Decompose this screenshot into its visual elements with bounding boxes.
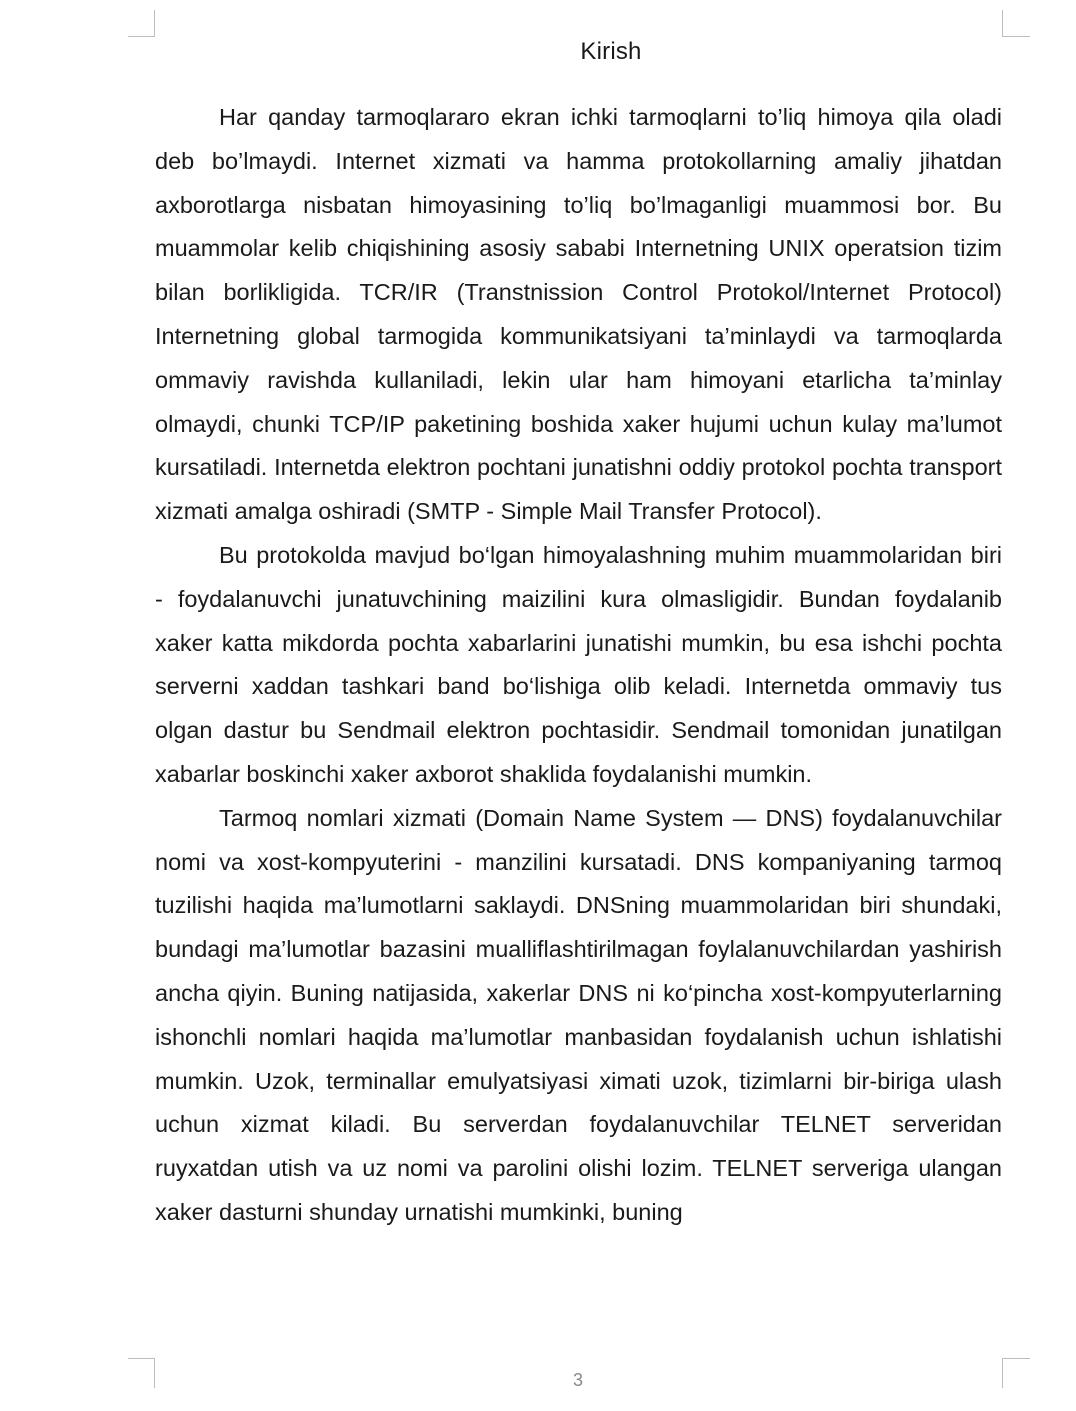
page-number: 3 xyxy=(572,1370,583,1390)
crop-mark-top-right xyxy=(1002,10,1030,37)
paragraph-1: Har qanday tarmoqlararo ekran ichki tarmoqlarni to’liq himoya qila oladi deb bo’lmaydi. Internet xizmati va hamma protokollarning amaliy jihatdan axborotlarga nisbatan himoyasining to’liq bo’lmaganligi muammosi bor. Bu muammolar kelib chiqishining asosiy sababi Internetning UNIX operatsion tizim bilan borlikligida. TCR/IR (Transtnission Control Protokol/Internet Protocol) Internetning global tarmogida kommunikatsiyani ta’minlaydi va tarmoqlarda ommaviy ravishda kullaniladi, lekin ular ham himoyani etarlicha ta’minlay olmaydi, chunki TCP/IP paketining boshida xaker hujumi uchun kulay ma’lumot kursatiladi. Internetda elektron pochtani junatishni oddiy protokol pochta transport xizmati amalga oshiradi (SMTP - Simple Mail Transfer Protocol). xyxy=(155,104,1002,525)
crop-mark-bottom-right xyxy=(1002,1358,1030,1388)
document-body xyxy=(155,96,1002,1358)
crop-mark-top-left xyxy=(128,10,155,37)
crop-mark-bottom-left xyxy=(128,1358,155,1388)
page-title: Kirish xyxy=(580,38,642,65)
paragraph-3: Tarmoq nomlari xizmati (Domain Name System — DNS) foydalanuvchilar nomi va xost-kompyuterini - manzilini kursatadi. DNS kompaniyaning tarmoq tuzilishi haqida ma’lumotlarni saklaydi. DNSning muammolaridan biri shundaki, bundagi ma’lumotlar bazasini mualliflashtirilmagan foylalanuvchilardan yashirish ancha qiyin. Buning natijasida, xakerlar DNS ni ko‘pincha xost-kompyuterlarning ishonchli nomlari haqida ma’lumotlar manbasidan foydalanish uchun ishlatishi mumkin. Uzok, terminallar emulyatsiyasi ximati uzok, tizimlarni bir-biriga ulash uchun xizmat kiladi. Bu serverdan foydalanuvchilar TELNET serveridan ruyxatdan utish va uz nomi va parolini olishi lozim. TELNET serveriga ulangan xaker dasturni shunday urnatishi mumkinki, buning xyxy=(155,804,1002,1225)
paragraph-2: Bu protokolda mavjud bo‘lgan himoyalashning muhim muammolaridan biri - foydalanuvchi junatuvchining maizilini kura olmasligidir. Bundan foydalanib xaker katta mikdorda pochta xabarlarini junatishi mumkin, bu esa ishchi pochta serverni xaddan tashkari band bo‘lishiga olib keladi. Internetda ommaviy tus olgan dastur bu Sendmail elektron pochtasidir. Sendmail tomonidan junatilgan xabarlar boskinchi xaker axborot shaklida foydalanishi mumkin. xyxy=(155,541,1002,787)
